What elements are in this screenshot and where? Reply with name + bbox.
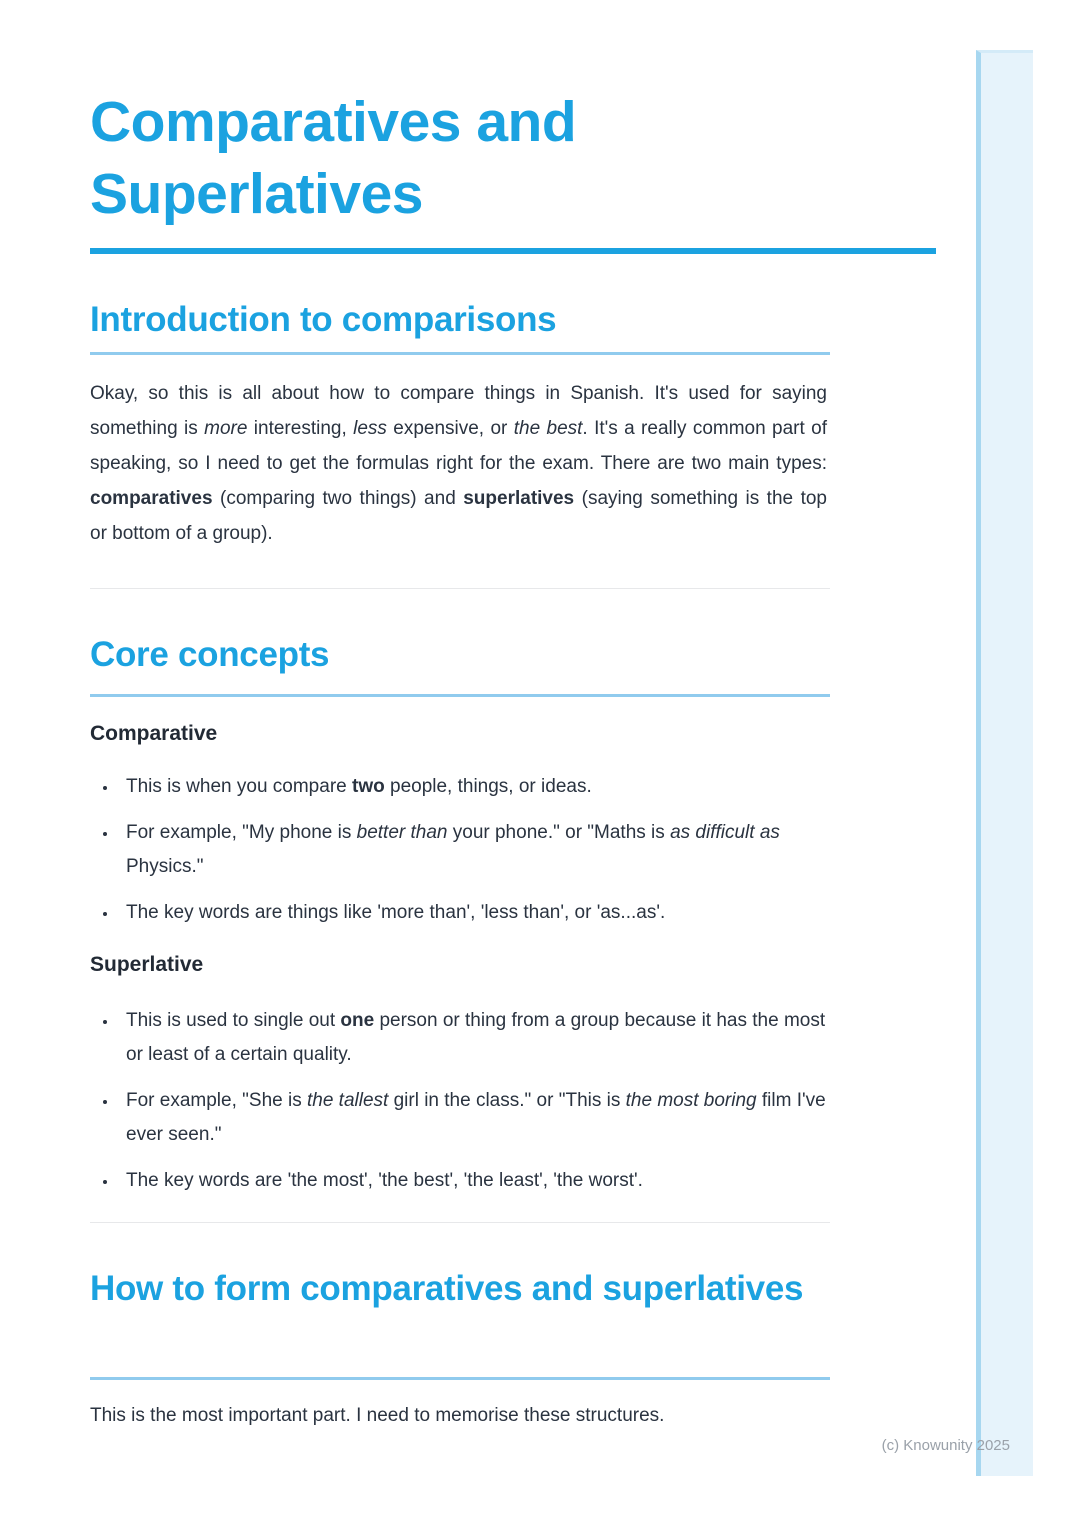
section-divider [90, 1222, 830, 1223]
list-item: • This is when you compare two people, things, or ideas. [118, 770, 828, 804]
title-rule [90, 248, 936, 254]
superlative-bullet-list [90, 1004, 828, 1210]
list-item: • For example, "She is the tallest girl in the class." or "This is the most boring film I've ever seen." [118, 1084, 828, 1152]
subheading-comparative: Comparative [90, 722, 218, 745]
subheading-superlative: Superlative [90, 953, 204, 976]
list-item: • The key words are 'the most', 'the best', 'the least', 'the worst'. [118, 1164, 828, 1198]
intro-paragraph: Okay, so this is all about how to compare things in Spanish. It's used for saying something is more interesting, less expensive, or the best. It's a really common part of speaking, so I need to get the formulas right for the exam. There are two main types: comparatives (comparing two things) and superlatives (saying something is the top or bottom of a group). [90, 383, 827, 544]
list-item: • This is used to single out one person or thing from a group because it has the most or least of a certain quality. [118, 1004, 828, 1072]
section-heading-core-concepts: Core concepts [90, 635, 330, 674]
section-heading-how-to-form: How to form comparatives and superlatives [90, 1269, 804, 1308]
heading-underline [90, 694, 830, 697]
comparative-bullet-list [90, 770, 828, 942]
section-heading-introduction: Introduction to comparisons [90, 300, 557, 339]
page-title: Comparatives and Superlatives [90, 90, 577, 226]
side-accent-bar [976, 50, 1033, 1476]
list-item: • For example, "My phone is better than your phone." or "Maths is as difficult as Physics." [118, 816, 828, 884]
copyright-notice: (c) Knowunity 2025 [881, 1437, 1010, 1454]
section-divider [90, 588, 830, 589]
closing-paragraph: This is the most important part. I need to memorise these structures. [90, 1405, 665, 1426]
list-item: • The key words are things like 'more than', 'less than', or 'as...as'. [118, 896, 828, 930]
heading-underline [90, 352, 830, 355]
heading-underline [90, 1377, 830, 1380]
